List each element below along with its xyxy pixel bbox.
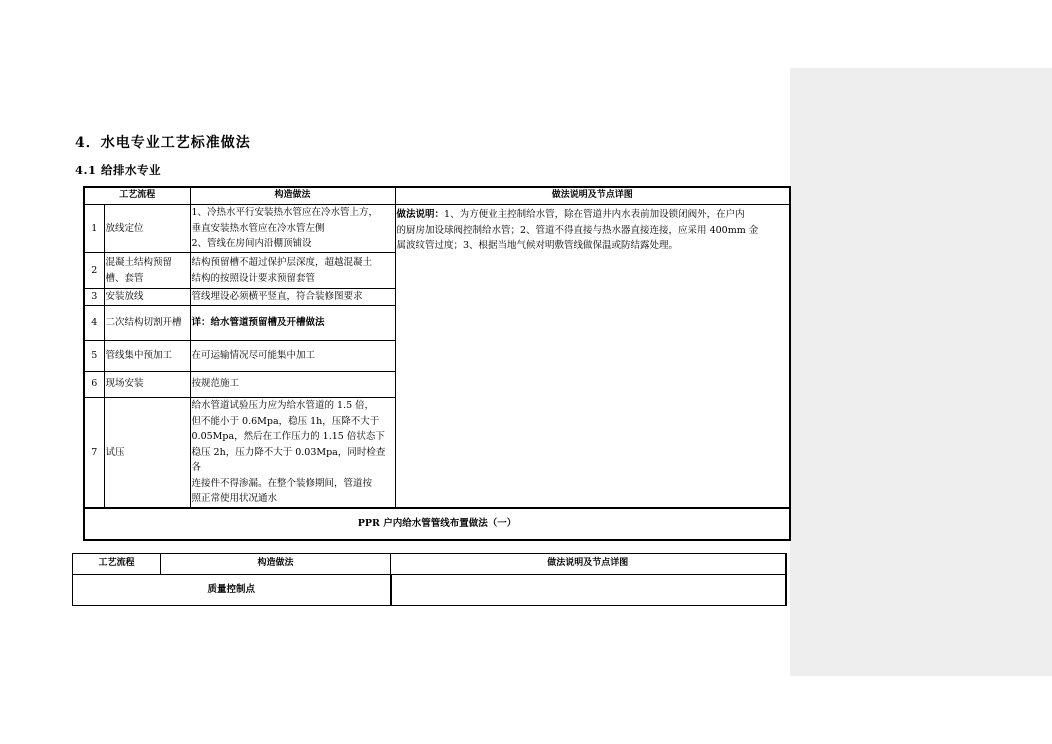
quality-table [72,553,787,606]
row-number: 2 [84,253,104,289]
row-process: 二次结构切割开槽 [104,305,190,340]
header-process: 工艺流程 [84,187,190,205]
row-method: 管线埋设必须横平竖直，符合装修图要求 [190,289,395,306]
row-number: 3 [84,289,104,306]
method-line: 0.05Mpa，然后在工作压力的 1.15 倍状态下 [191,431,385,442]
description-cell [395,205,790,509]
table-header-row [73,554,786,575]
description-line: 的厨房加设球阀控制给水管；2、管道不得直接与热水器直接连接，应采用 400mm 金 [396,224,759,236]
description-line: 做法说明：1、为方便业主控制给水管，除在管道井内水表前加设锁闭阀外，在户内 [396,209,745,220]
method-line: 垂直安装热水管应在冷水管左侧 [191,222,325,234]
quality-detail-cell [391,575,786,606]
method-line: 给水管道试验压力应为给水管道的 1.5 倍， [191,400,375,411]
row-method [190,397,395,508]
method-line: 2、管线在房间内沿棚顶铺设 [191,238,312,250]
caption-row [84,508,790,540]
table-row [84,205,790,253]
method-line: 稳压 2h，压力降不大于 0.03Mpa，同时检查各 [191,446,386,473]
row-process: 安装放线 [104,289,190,306]
row-number: 1 [84,205,104,253]
section-heading: 4．水电专业工艺标准做法 [75,135,251,151]
description-label: 做法说明： [396,209,445,220]
row-process: 管线集中预加工 [104,340,190,371]
row-number: 7 [84,397,104,508]
row-process: 放线定位 [104,205,190,253]
header-method: 构造做法 [161,554,391,575]
row-process: 试压 [104,397,190,508]
table-header-row [84,187,790,205]
side-panel [790,68,1052,676]
header-process: 工艺流程 [73,554,161,575]
row-process: 现场安装 [104,371,190,397]
row-process: 混凝土结构预留槽、套管 [104,253,190,289]
method-line: 结构预留槽不超过保护层深度，超越混凝土 [191,257,373,268]
quality-control-label: 质量控制点 [73,575,391,606]
figure-caption: PPR 户内给水管管线布置做法（一） [84,508,790,540]
row-method: 在可运输情况尽可能集中加工 [190,340,395,371]
header-description: 做法说明及节点详图 [391,554,786,575]
process-table [83,186,791,541]
row-method [190,253,395,289]
method-line: 连接件不得渗漏。在整个装修期间，管道按 [191,477,373,489]
method-line: 1、冷热水平行安装热水管应在冷水管上方， [191,207,379,219]
row-method: 详：给水管道预留槽及开槽做法 [190,305,395,340]
row-number: 6 [84,371,104,397]
subsection-heading: 4.1 给排水专业 [75,163,162,177]
row-method: 按规范施工 [190,371,395,397]
header-method: 构造做法 [190,187,395,205]
method-line: 照正常使用状况通水 [191,493,278,504]
description-line: 属波纹管过度；3、根据当地气候对明敷管线做保温或防结露处理。 [396,240,679,251]
header-description: 做法说明及节点详图 [395,187,790,205]
method-line: 结构的按照设计要求预留套管 [191,272,316,284]
quality-row [73,575,786,606]
method-line: 但不能小于 0.6Mpa，稳压 1h，压降不大于 [191,415,380,427]
row-number: 5 [84,340,104,371]
row-number: 4 [84,305,104,340]
row-method [190,205,395,253]
